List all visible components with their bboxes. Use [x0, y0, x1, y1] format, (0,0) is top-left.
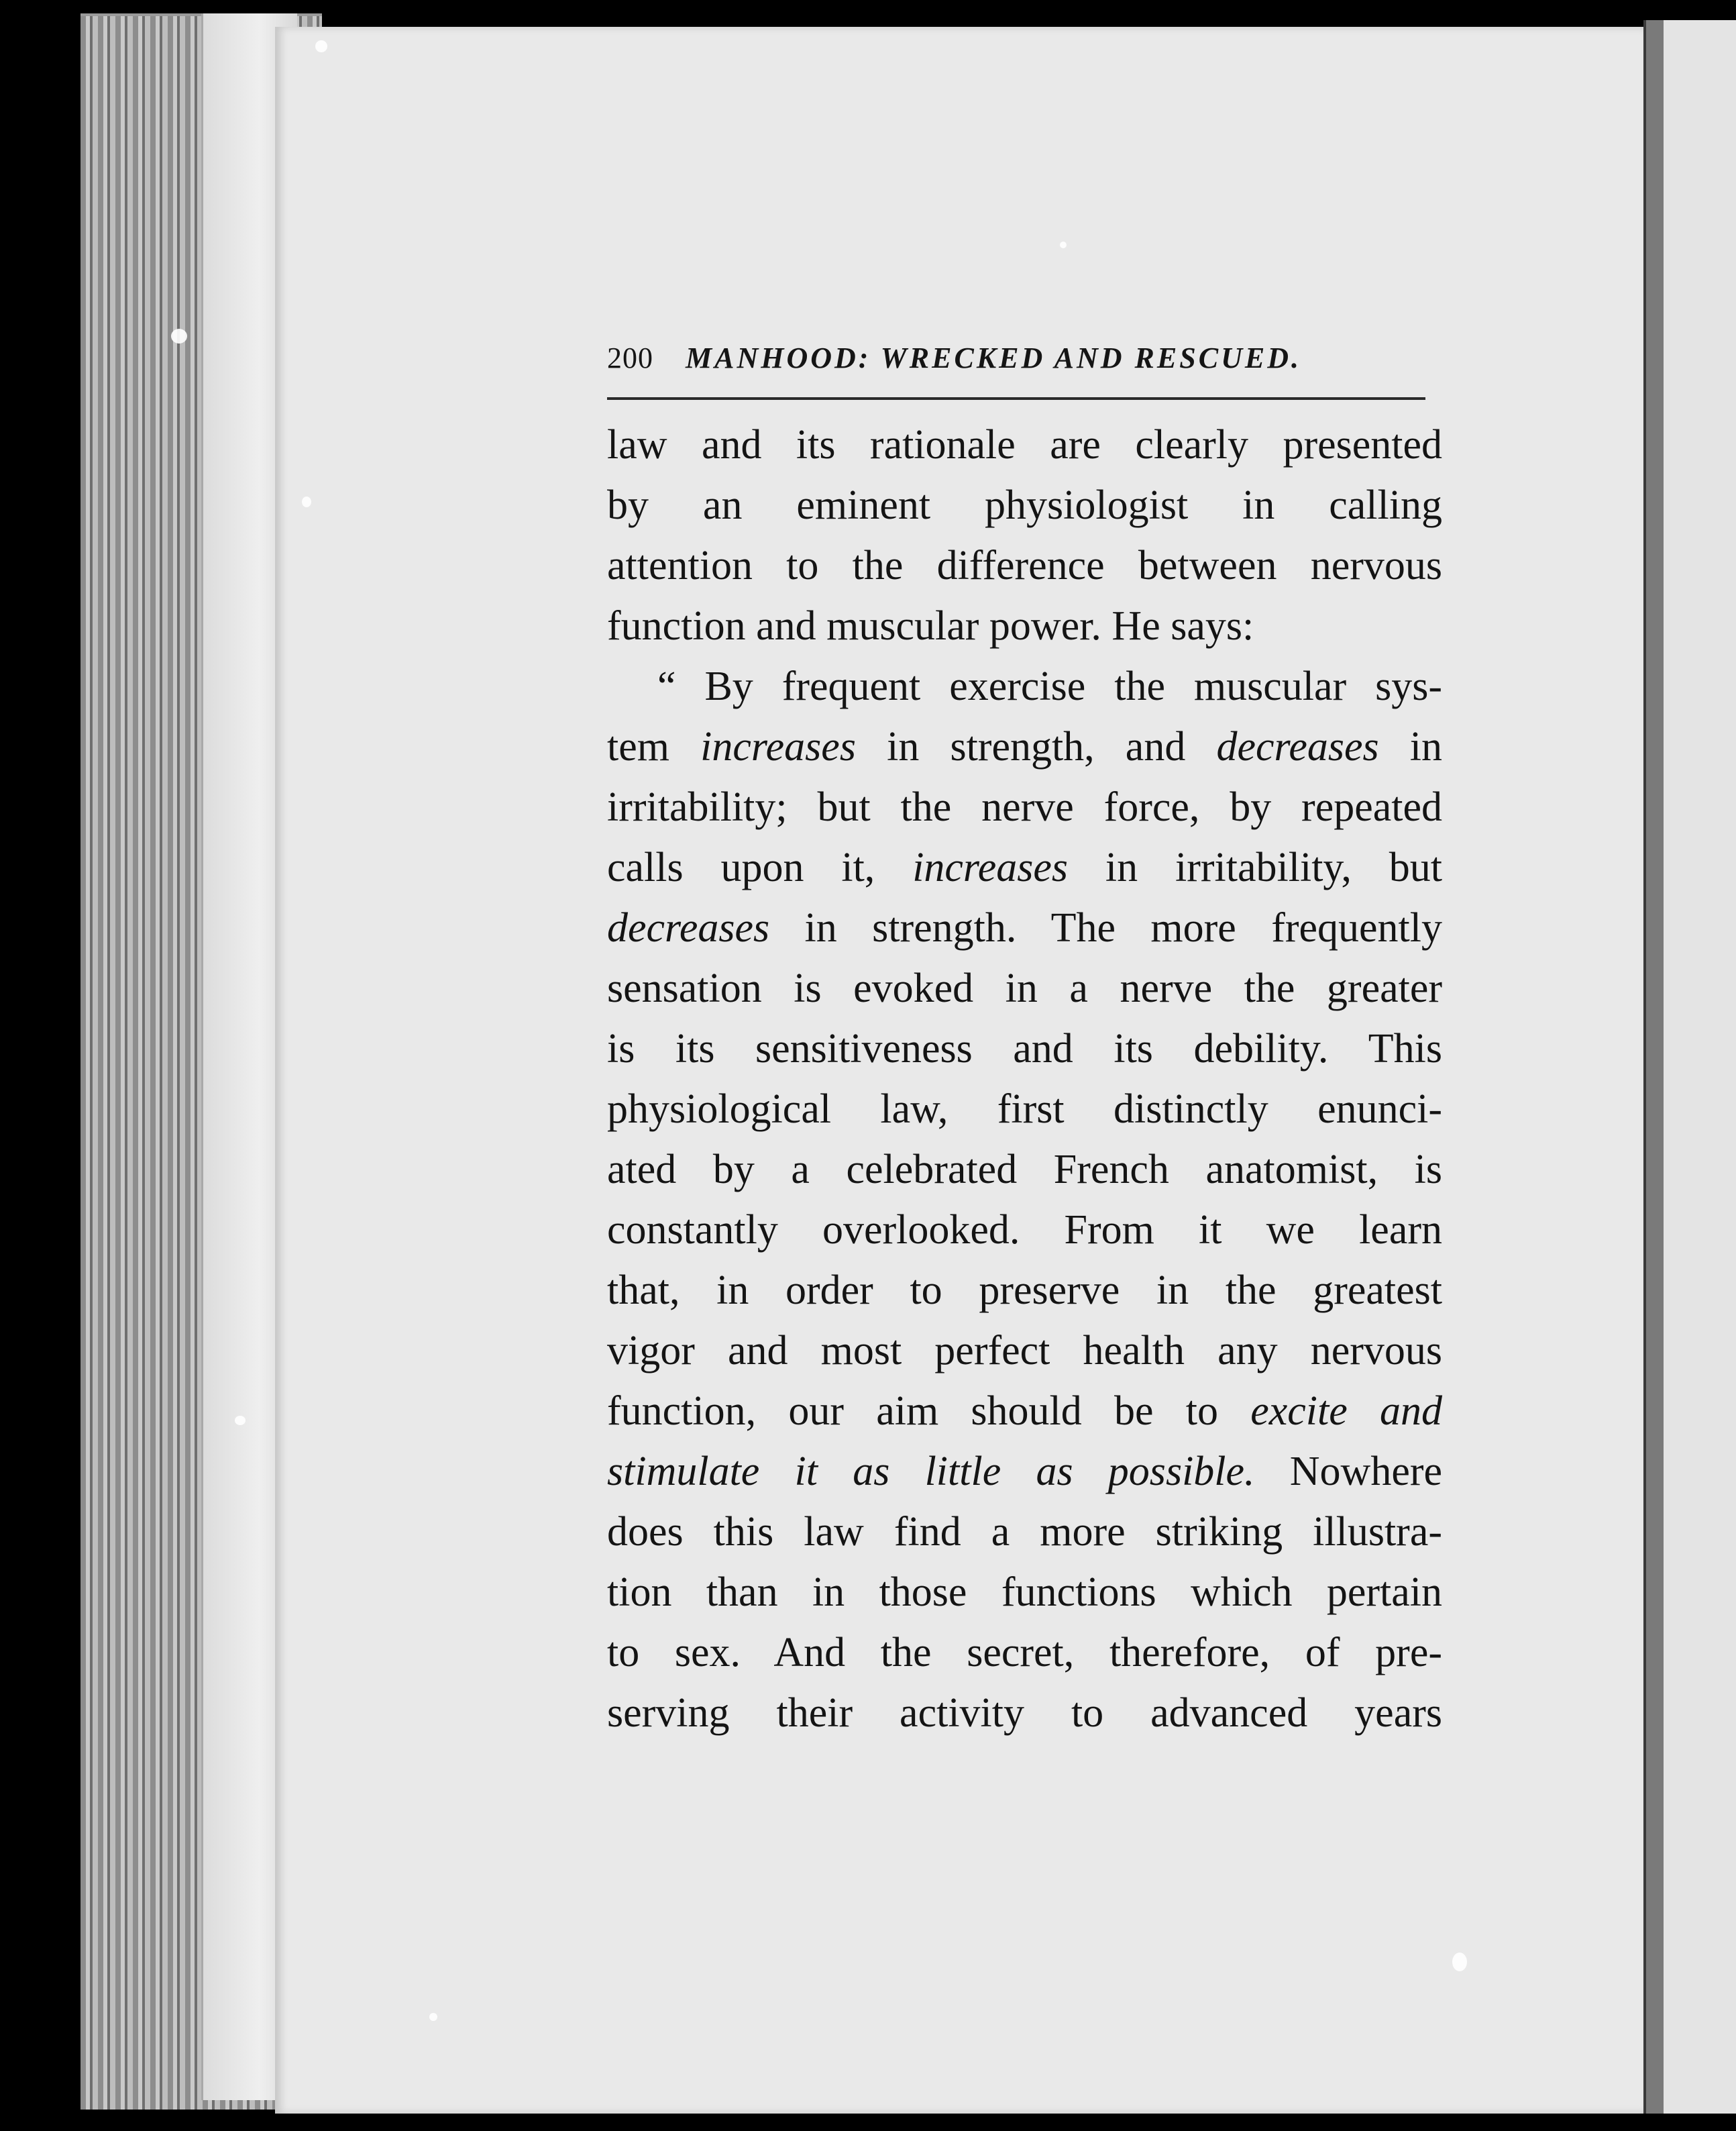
page-number: 200 — [607, 342, 653, 374]
scan-speck — [235, 1416, 246, 1425]
text-line: function, our aim should be to excite and — [607, 1388, 1442, 1434]
text-line: sensation is evoked in a nerve the greater — [607, 966, 1442, 1011]
gutter-edge — [1643, 20, 1666, 2114]
text-line: irritability; but the nerve force, by repeated — [607, 784, 1442, 830]
text-line: “ By frequent exercise the muscular sys- — [657, 664, 1442, 709]
facing-page-edge — [1664, 20, 1736, 2114]
text-line: decreases in strength. The more frequently — [607, 905, 1442, 951]
running-head — [607, 341, 1425, 375]
scan-speck — [302, 497, 311, 507]
text-line: vigor and most perfect health any nervous — [607, 1328, 1442, 1373]
text-line: attention to the difference between nervous — [607, 543, 1442, 588]
text-line: ated by a celebrated French anatomist, is — [607, 1147, 1442, 1192]
body-text — [607, 415, 1442, 1743]
header-rule — [607, 397, 1425, 400]
text-line: that, in order to preserve in the greatest — [607, 1267, 1442, 1313]
text-line: stimulate it as little as possible. Nowhere — [607, 1449, 1443, 1494]
running-title: MANHOOD: WRECKED AND RESCUED. — [686, 342, 1301, 374]
text-line: to sex. And the secret, therefore, of pre- — [607, 1630, 1442, 1675]
text-line: calls upon it, increases in irritability, but — [607, 845, 1442, 890]
scan-speck — [1452, 1953, 1467, 1971]
text-line: tem increases in strength, and decreases in — [607, 724, 1442, 770]
text-line: constantly overlooked. From it we learn — [607, 1207, 1442, 1253]
scan-speck — [315, 40, 327, 52]
text-line: is its sensitiveness and its debility. This — [607, 1026, 1442, 1072]
text-line: serving their activity to advanced years — [607, 1690, 1442, 1736]
text-line: physiological law, first distinctly enunci- — [607, 1086, 1442, 1132]
text-line: by an eminent physiologist in calling — [607, 482, 1442, 528]
text-line: function and muscular power. He says: — [607, 603, 1254, 649]
text-line: tion than in those functions which pertain — [607, 1569, 1442, 1615]
text-line: law and its rationale are clearly presented — [607, 422, 1442, 468]
scan-speck — [1060, 242, 1067, 248]
text-line: does this law find a more striking illustra- — [607, 1509, 1442, 1555]
scan-speck — [429, 2013, 437, 2021]
scan-speck — [171, 329, 187, 344]
